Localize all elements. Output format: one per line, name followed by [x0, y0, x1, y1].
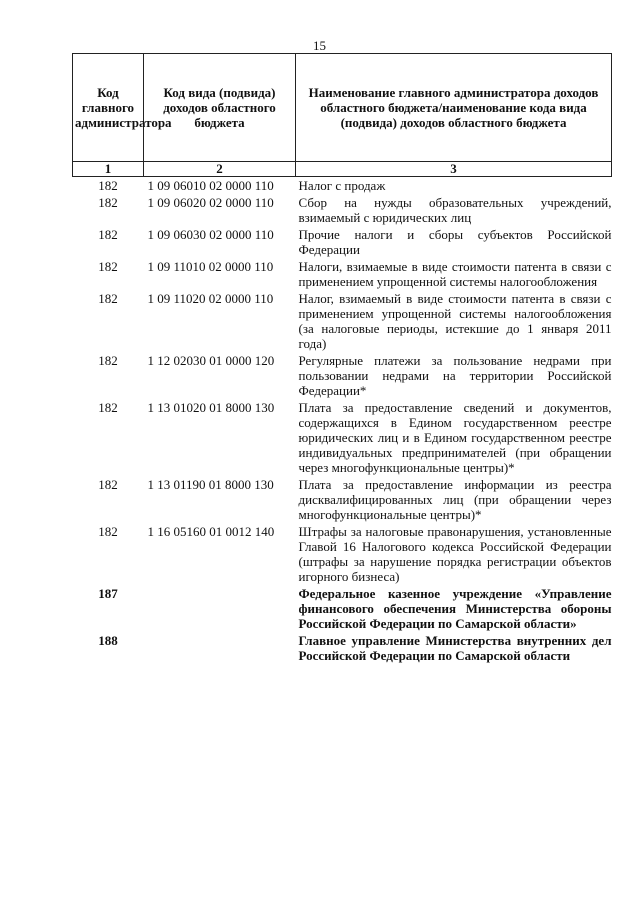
table-row	[73, 195, 612, 227]
header-admin-code: Код главного администратора	[73, 54, 144, 162]
revenue-name: Прочие налоги и сборы субъектов Российской Федерации	[298, 227, 612, 257]
admin-code: 182	[98, 400, 118, 415]
table-row	[73, 477, 612, 524]
revenue-code	[144, 586, 296, 633]
table-row	[73, 177, 612, 196]
table-row	[73, 291, 612, 353]
admin-code: 182	[98, 353, 118, 368]
revenue-code: 1 09 06030 02 0000 110	[147, 227, 274, 242]
header-revenue-code: Код вида (подвида) доходов областного бюджета	[144, 54, 296, 162]
table-row	[73, 353, 612, 400]
revenue-code: 1 16 05160 01 0012 140	[147, 524, 275, 539]
admin-code: 182	[98, 477, 118, 492]
revenue-name: Плата за предоставление информации из реестра дисквалифицированных лиц (при обращении через многофункциональные центры)*	[298, 477, 612, 522]
administrator-name: Федеральное казенное учреждение «Управление финансового обеспечения Министерства обороны Российской Федерации по Самарской области»	[298, 586, 612, 631]
column-number-row	[73, 162, 612, 177]
revenue-name: Сбор на нужды образовательных учреждений, взимаемый с юридических лиц	[298, 195, 612, 225]
revenue-codes-table	[72, 53, 612, 665]
revenue-name: Плата за предоставление сведений и документов, содержащихся в Едином государственном реестре юридических лиц и в Едином государственном реестре индивидуальных предпринимателей (при обращении через многофункциональные центры)*	[298, 400, 612, 475]
revenue-code: 1 09 06020 02 0000 110	[147, 195, 274, 210]
column-number: 2	[144, 162, 296, 177]
revenue-code: 1 13 01020 01 8000 130	[147, 400, 275, 415]
table-row	[73, 400, 612, 477]
revenue-name: Налоги, взимаемые в виде стоимости патента в связи с применением упрощенной системы налогообложения	[298, 259, 612, 289]
admin-code: 182	[98, 291, 118, 306]
table-row-administrator	[73, 633, 612, 665]
revenue-code	[144, 633, 296, 665]
admin-code: 182	[98, 259, 118, 274]
revenue-code: 1 09 06010 02 0000 110	[147, 178, 274, 193]
admin-code: 182	[98, 227, 118, 242]
page-number: 15	[313, 38, 326, 53]
revenue-code: 1 12 02030 01 0000 120	[147, 353, 275, 368]
revenue-name: Регулярные платежи за пользование недрами при пользовании недрами на территории Российской Федерации*	[298, 353, 612, 398]
table-row-administrator	[73, 586, 612, 633]
admin-code: 187	[98, 586, 118, 601]
revenue-code: 1 13 01190 01 8000 130	[147, 477, 274, 492]
administrator-name: Главное управление Министерства внутренних дел Российской Федерации по Самарской области	[298, 633, 612, 663]
table-header-row	[73, 54, 612, 162]
table-row	[73, 259, 612, 291]
revenue-name: Налог с продаж	[298, 178, 386, 193]
header-revenue-name: Наименование главного администратора доходов областного бюджета/наименование кода вида (подвида) доходов областного бюджета	[296, 54, 612, 162]
column-number: 3	[296, 162, 612, 177]
table-row	[73, 227, 612, 259]
admin-code: 188	[98, 633, 118, 648]
revenue-name: Налог, взимаемый в виде стоимости патента в связи с применением упрощенной системы налогообложения (за налоговые периоды, истекшие до 1 января 2011 года)	[298, 291, 612, 351]
revenue-code: 1 09 11020 02 0000 110	[147, 291, 274, 306]
column-number: 1	[73, 162, 144, 177]
revenue-code: 1 09 11010 02 0000 110	[147, 259, 274, 274]
admin-code: 182	[98, 524, 118, 539]
revenue-name: Штрафы за налоговые правонарушения, установленные Главой 16 Налогового кодекса Российской Федерации (штрафы за нарушение порядка регистрации объектов игорного бизнеса)	[298, 524, 612, 584]
admin-code: 182	[98, 178, 118, 193]
table-row	[73, 524, 612, 586]
admin-code: 182	[98, 195, 118, 210]
